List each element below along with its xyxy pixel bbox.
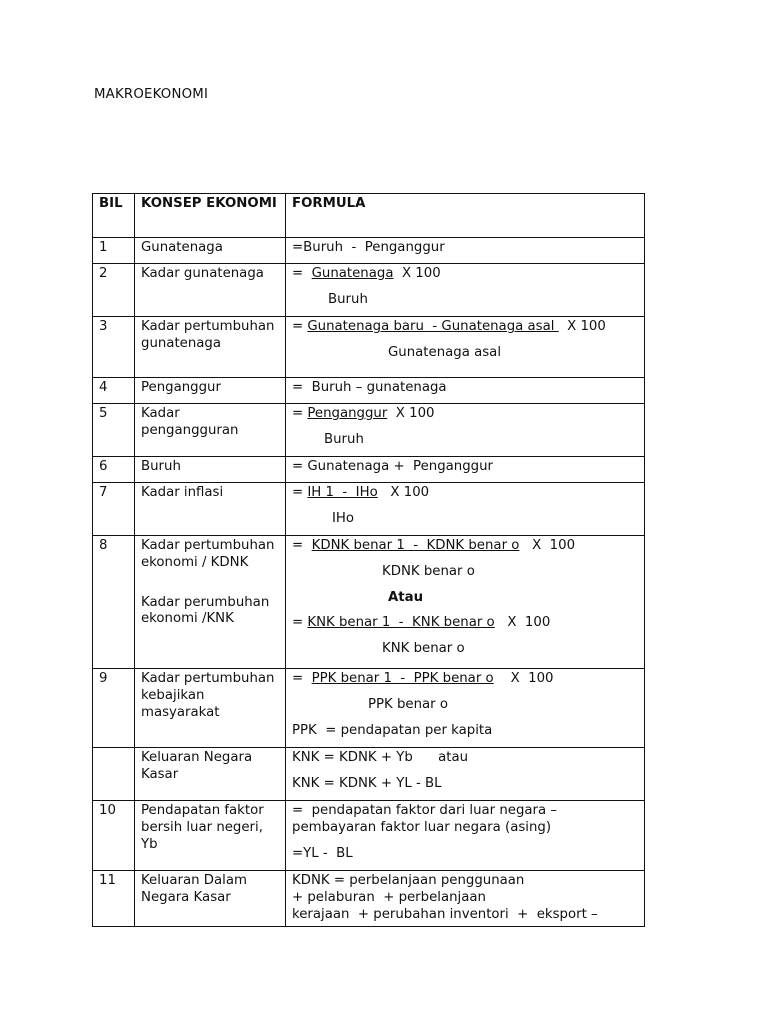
cell-bil: 7 — [93, 483, 135, 536]
formula-prefix: = — [292, 538, 312, 553]
formula-multiplier: X 100 — [493, 671, 554, 686]
table-row — [93, 801, 645, 871]
cell-konsep: Keluaran Negara Kasar — [135, 748, 286, 801]
formula-prefix: = — [292, 319, 308, 334]
cell-formula — [286, 238, 645, 264]
formula-numerator: Penganggur — [307, 406, 388, 421]
cell-bil — [93, 748, 135, 801]
formula-prefix: = — [292, 615, 308, 631]
konsep-text: Kadar pertumbuhan ekonomi / KDNK — [141, 538, 275, 570]
cell-formula — [286, 669, 645, 748]
formula-line: = pendapatan faktor dari luar negara – — [292, 803, 558, 818]
table-row — [93, 238, 645, 264]
cell-konsep: Kadar gunatenaga — [135, 264, 286, 317]
formula-line: =YL - BL — [292, 845, 353, 861]
formula-prefix: = — [292, 406, 308, 421]
formula-numerator: IH 1 - IHo — [307, 485, 378, 500]
table-row — [93, 748, 645, 801]
formula-numerator: Gunatenaga baru - Gunatenaga asal — [307, 319, 559, 334]
cell-formula — [286, 457, 645, 483]
cell-konsep: Gunatenaga — [135, 238, 286, 264]
cell-konsep: Pendapatan faktor bersih luar negeri, Yb — [135, 801, 286, 871]
table-row — [93, 871, 645, 927]
formula-line: kerajaan + perubahan inventori + eksport – — [292, 906, 598, 922]
cell-bil: 8 — [93, 536, 135, 669]
cell-formula — [286, 536, 645, 669]
table-row — [93, 264, 645, 317]
formula-numerator: KNK benar 1 - KNK benar o — [307, 615, 495, 631]
formula-denominator: KDNK benar o — [382, 563, 475, 579]
cell-konsep: Kadar pengangguran — [135, 404, 286, 457]
table-row — [93, 536, 645, 669]
cell-bil: 6 — [93, 457, 135, 483]
table-row — [93, 404, 645, 457]
formula-denominator: Buruh — [324, 431, 364, 447]
formula-multiplier: X 100 — [387, 406, 435, 421]
table-row — [93, 457, 645, 483]
formula-multiplier: X 100 — [558, 319, 606, 334]
cell-bil: 3 — [93, 317, 135, 378]
cell-konsep: Kadar pertumbuhan kebajikan masyarakat — [135, 669, 286, 748]
formula-line: = Gunatenaga + Penganggur — [292, 459, 493, 474]
cell-bil: 11 — [93, 871, 135, 927]
table-row — [93, 317, 645, 378]
formula-line: KNK = KDNK + YL - BL — [292, 775, 442, 791]
formula-denominator: IHo — [332, 510, 355, 526]
table-row — [93, 483, 645, 536]
konsep-text-alt: Kadar perumbuhan ekonomi /KNK — [141, 594, 270, 627]
cell-formula — [286, 317, 645, 378]
formula-line: =Buruh - Penganggur — [292, 240, 445, 255]
header-formula: FORMULA — [286, 194, 645, 238]
formula-line: pembayaran faktor luar negara (asing) — [292, 819, 552, 835]
cell-formula — [286, 264, 645, 317]
cell-konsep: Kadar inflasi — [135, 483, 286, 536]
cell-formula — [286, 871, 645, 927]
cell-bil: 4 — [93, 378, 135, 404]
cell-konsep: Kadar pertumbuhan gunatenaga — [135, 317, 286, 378]
formula-prefix: = — [292, 266, 312, 281]
formula-table — [92, 193, 645, 927]
formula-numerator: PPK benar 1 - PPK benar o — [311, 671, 494, 686]
cell-konsep: Keluaran Dalam Negara Kasar — [135, 871, 286, 927]
formula-multiplier: X 100 — [377, 485, 430, 500]
formula-denominator: Buruh — [328, 291, 368, 307]
cell-bil: 1 — [93, 238, 135, 264]
formula-prefix: = — [292, 671, 312, 686]
formula-prefix: = — [292, 485, 308, 500]
formula-line: KNK = KDNK + Yb atau — [292, 750, 469, 765]
atau-label: Atau — [388, 589, 424, 605]
cell-formula — [286, 404, 645, 457]
formula-multiplier: X 100 — [519, 538, 576, 553]
cell-konsep: Buruh — [135, 457, 286, 483]
formula-numerator: Gunatenaga — [311, 266, 394, 281]
cell-formula — [286, 483, 645, 536]
cell-bil: 9 — [93, 669, 135, 748]
cell-formula — [286, 801, 645, 871]
cell-bil: 5 — [93, 404, 135, 457]
cell-konsep — [135, 536, 286, 669]
formula-note: PPK = pendapatan per kapita — [292, 722, 493, 738]
table-header-row — [93, 194, 645, 238]
formula-multiplier: X 100 — [494, 615, 551, 631]
cell-konsep: Penganggur — [135, 378, 286, 404]
page-title: MAKROEKONOMI — [94, 87, 209, 102]
table-row — [93, 669, 645, 748]
formula-denominator: KNK benar o — [382, 641, 465, 657]
formula-denominator: Gunatenaga asal — [388, 344, 502, 360]
table-row — [93, 378, 645, 404]
cell-formula — [286, 378, 645, 404]
cell-bil: 2 — [93, 264, 135, 317]
formula-numerator: KDNK benar 1 - KDNK benar o — [311, 538, 520, 553]
cell-bil: 10 — [93, 801, 135, 871]
formula-multiplier: X 100 — [393, 266, 441, 281]
formula-line: + pelaburan + perbelanjaan — [292, 889, 486, 905]
header-bil: BIL — [93, 194, 135, 238]
header-konsep: KONSEP EKONOMI — [135, 194, 286, 238]
cell-formula — [286, 748, 645, 801]
formula-denominator: PPK benar o — [368, 696, 449, 712]
formula-line: = Buruh – gunatenaga — [292, 380, 447, 395]
formula-line: KDNK = perbelanjaan penggunaan — [292, 873, 525, 888]
